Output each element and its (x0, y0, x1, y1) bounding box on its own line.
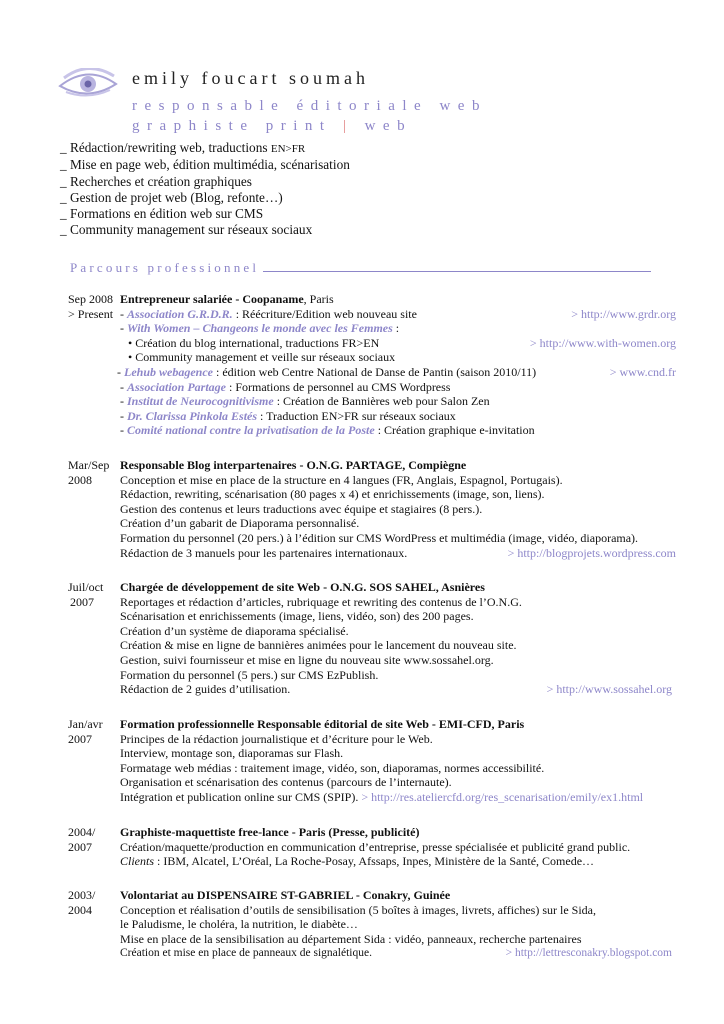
job-line: - Comité national contre la privatisation de la Poste : Création graphique e-invitation (120, 423, 535, 438)
job-line: • Community management et veille sur réseaux sociaux (128, 350, 396, 365)
date-end: > Present (68, 306, 114, 321)
job-line: - Dr. Clarissa Pinkola Estés : Traduction EN>FR sur réseaux sociaux (120, 408, 456, 423)
job-line: Création d’un système de diaporama spécialisé. (120, 623, 349, 638)
job-line: Formation du personnel (20 pers.) à l’édition sur CMS WordPress et multimédia (image, vidéo, diaporama). (120, 530, 639, 545)
job-title (120, 292, 676, 307)
job-line: Interview, montage son, diaporamas sur Flash. (120, 746, 344, 761)
job-line (120, 790, 676, 805)
line-text: Intégration et publication online sur CMS (SPIP). (120, 789, 362, 804)
job-entry (120, 580, 676, 697)
job-entry (117, 292, 676, 438)
date-start: Mar/Sep (68, 458, 110, 472)
skill-item: _ Recherches et création graphiques (60, 173, 252, 189)
skill-small: EN>FR (270, 143, 306, 155)
line-text: : Création de Bannières web pour Salon Zen (273, 394, 490, 409)
job-line: Scénarisation et enrichissements (image, liens, vidéo, son) des 200 pages. (120, 609, 474, 624)
website-link[interactable]: > http://res.ateliercfd.org/res_scenarisation/emily/ex1.html (361, 789, 644, 804)
job-title-city: , Paris (303, 292, 334, 306)
line-text: Rédaction de 2 guides d’utilisation. (120, 682, 291, 697)
section-rule (263, 270, 651, 272)
job-line: Gestion des contenus et leurs traductions avec équipe et stagiaires (8 pers.). (120, 501, 483, 516)
job-line: Conception et réalisation d’outils de sensibilisation (5 boîtes à images, livrets, affiches) sur le Sida, (120, 902, 597, 917)
job-line: Mise en place de la sensibilisation au département Sida : vidéo, panneaux, recherche partenaires (120, 931, 582, 946)
job-line: Organisation et scénarisation des contenus (parcours de l’internaute). (120, 775, 452, 790)
job-line: Gestion, suivi fournisseur et mise en ligne du nouveau site www.sossahel.org. (120, 652, 494, 667)
job-title-subtitle-2 (132, 118, 412, 135)
line-text: • Création du blog international, traductions FR>EN (128, 335, 380, 350)
job-line: Rédaction, rewriting, scénarisation (80 pages x 4) et enrichissements (image, son, liens). (120, 487, 545, 502)
job-date (68, 717, 120, 746)
skill-item: _ Mise en page web, édition multimédia, scénarisation (60, 157, 350, 173)
website-link[interactable]: > http://lettresconakry.blogspot.com (505, 947, 672, 960)
eye-logo-icon (58, 68, 118, 102)
job-entry (120, 825, 676, 869)
line-text: : Traduction EN>FR sur réseaux sociaux (257, 408, 456, 423)
job-title: Responsable Blog interpartenaires - O.N.G. PARTAGE, Compiègne (120, 458, 467, 472)
job-line: le Paludisme, le choléra, la nutrition, le diabète… (120, 917, 358, 932)
job-date (68, 292, 120, 321)
candidate-name: emily foucart soumah (132, 68, 369, 88)
line-text: Rédaction de 3 manuels pour les partenaires internationaux. (120, 545, 408, 560)
skills-list (60, 140, 350, 239)
job-line: Création & mise en ligne de bannières animées pour le lancement du nouveau site. (120, 638, 517, 653)
job-entry (120, 458, 676, 560)
org-name: Lehub webagence (124, 364, 213, 379)
date-end: 2007 (68, 731, 92, 746)
skill-text: _ Rédaction/rewriting web, traductions (60, 140, 271, 155)
job-line: - With Women – Changeons le monde avec les Femmes : (120, 321, 400, 336)
org-name: Comité national contre la privatisation de la Poste (127, 423, 375, 438)
line-text: : Réécriture/Edition web nouveau site (232, 306, 417, 321)
date-end: 2008 (68, 472, 92, 487)
job-entry (120, 888, 676, 961)
job-date (68, 580, 120, 609)
job-line (120, 946, 676, 961)
job-line: Reportages et rédaction d’articles, rubriquage et rewriting des contenus de l’O.N.G. (120, 594, 522, 609)
skill-item: _ Formations en édition web sur CMS (60, 206, 264, 222)
job-title: Formation professionnelle Responsable éditorial de site Web - EMI-CFD, Paris (120, 717, 525, 731)
date-start: 2003/ (68, 888, 96, 902)
job-date (68, 888, 120, 917)
job-line: - Lehub webagence : édition web Centre National de Danse de Pantin (saison 2010/11) > www.cnd.fr (117, 364, 676, 379)
clients-list: : IBM, Alcatel, L’Oréal, La Roche-Posay, Afssaps, Inpes, Ministère de la Santé, Comede… (154, 854, 595, 869)
org-name: Association G.R.D.R. (127, 306, 233, 321)
job-title-subtitle: responsable éditoriale web (132, 98, 487, 114)
line-text: : Création graphique e-invitation (374, 423, 535, 438)
job-line: Formation du personnel (5 pers.) sur CMS EzPublish. (120, 667, 379, 682)
job-line: - Association Partage : Formations de personnel au CMS Wordpress (120, 379, 451, 394)
job-title-main: Entrepreneur salariée - Coopaname (120, 292, 304, 306)
date-end: 2007 (70, 594, 94, 609)
date-end: 2007 (68, 839, 92, 854)
job-line (120, 682, 676, 697)
date-end: 2004 (68, 902, 92, 917)
job-entry (120, 717, 676, 805)
job-date (68, 825, 120, 854)
job-line: Conception et mise en place de la structure en 4 langues (FR, Anglais, Espagnol, Portugais). (120, 472, 563, 487)
skill-item (60, 140, 350, 157)
job-line (120, 854, 676, 869)
job-line: - Institut de Neurocognitivisme : Création de Bannières web pour Salon Zen (120, 394, 490, 409)
subtitle-print: graphiste print (132, 118, 332, 134)
line-text: Création et mise en place de panneaux de signalétique. (120, 947, 372, 960)
website-link[interactable]: > www.cnd.fr (609, 364, 676, 379)
org-name: With Women – Changeons le monde avec les Femmes (127, 321, 393, 336)
job-line: Formatage web médias : traitement image, vidéo, son, diaporamas, normes accessibilité. (120, 760, 545, 775)
section-title-text: Parcours professionnel (70, 260, 260, 275)
line-text: : Formations de personnel au CMS Wordpress (226, 379, 451, 394)
line-text: : (392, 321, 400, 336)
subtitle-web: web (364, 118, 413, 134)
line-text: : édition web Centre National de Danse de Pantin (saison 2010/11) (213, 364, 537, 379)
job-title: Volontariat au DISPENSAIRE ST-GABRIEL - Conakry, Guinée (120, 888, 451, 902)
website-link[interactable]: > http://www.grdr.org (571, 306, 676, 321)
date-start: Sep 2008 (68, 292, 113, 306)
org-name: Dr. Clarissa Pinkola Estés (127, 408, 258, 423)
section-title (70, 260, 670, 276)
job-line: Principes de la rédaction journalistique et d’écriture pour le Web. (120, 731, 433, 746)
job-line: Création/maquette/production en communication d’entreprise, presse spécialisée et publicité grand public. (120, 839, 631, 854)
job-title: Graphiste-maquettiste free-lance - Paris (Presse, publicité) (120, 825, 420, 839)
job-line (120, 546, 676, 561)
date-start: 2004/ (68, 825, 96, 839)
skill-item: _ Community management sur réseaux sociaux (60, 222, 313, 238)
job-date (68, 458, 120, 487)
website-link[interactable]: > http://www.with-women.org (529, 335, 676, 350)
org-name: Institut de Neurocognitivisme (127, 394, 274, 409)
clients-label: Clients (120, 854, 155, 869)
job-line (120, 336, 676, 351)
website-link[interactable]: > http://blogprojets.wordpress.com (507, 545, 676, 560)
job-line: - Association G.R.D.R. : Réécriture/Edition web nouveau site > http://www.grdr.org (120, 306, 676, 321)
skill-item: _ Gestion de projet web (Blog, refonte…) (60, 189, 283, 205)
job-title: Chargée de développement de site Web - O.N.G. SOS SAHEL, Asnières (120, 580, 485, 594)
subtitle-separator: | (342, 118, 354, 134)
org-name: Association Partage (127, 379, 227, 394)
website-link[interactable]: > http://www.sossahel.org (546, 682, 672, 697)
job-line: Création d’un gabarit de Diaporama personnalisé. (120, 516, 360, 531)
date-start: Juil/oct (68, 580, 104, 594)
date-start: Jan/avr (68, 717, 103, 731)
